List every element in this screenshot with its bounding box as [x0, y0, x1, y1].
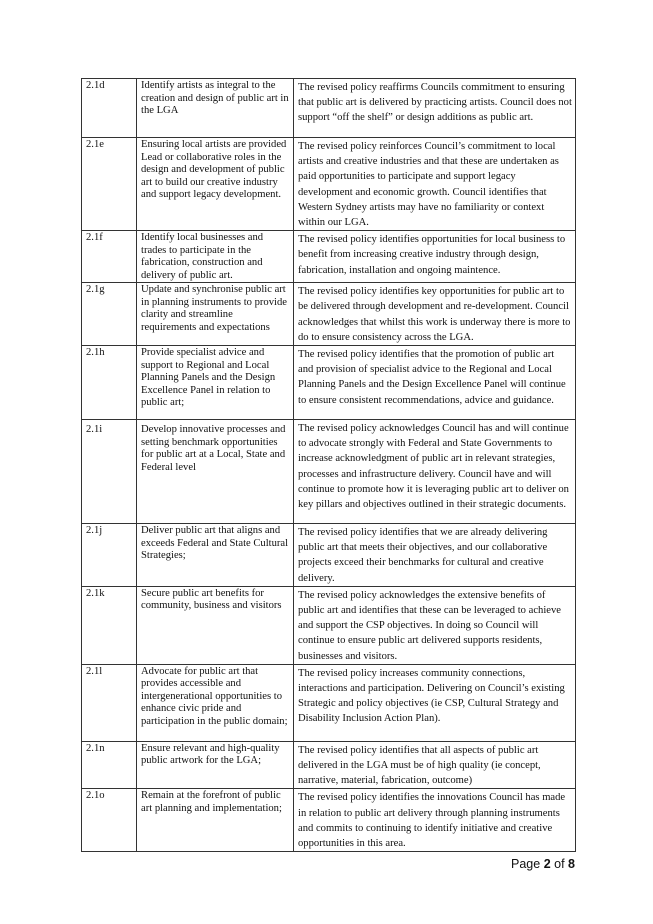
row-id: 2.1i [82, 420, 137, 524]
row-response: The revised policy reinforces Council’s commitment to local artists and creative industries and that these are undertaken as paid opportunities to participate and support legacy development and economic growth. Council identifies that Western Sydney artists may have no familiarity or context within our LGA. [294, 138, 576, 231]
page-total: 8 [568, 857, 575, 871]
row-id: 2.1e [82, 138, 137, 231]
page-label: Page [511, 857, 541, 871]
row-objective: Identify local businesses and trades to participate in the fabrication, construction and delivery of public art. [137, 231, 294, 283]
row-id: 2.1g [82, 283, 137, 346]
page-of-label: of [554, 857, 565, 871]
row-id: 2.1n [82, 741, 137, 789]
table-row [82, 664, 576, 741]
row-response: The revised policy reaffirms Councils commitment to ensuring that public art is delivered by practicing artists. Council does not support “off the shelf” or design additions as public art. [294, 79, 576, 138]
row-objective: Ensure relevant and high-quality public artwork for the LGA; [137, 741, 294, 789]
row-objective: Secure public art benefits for community, business and visitors [137, 586, 294, 664]
table-row [82, 283, 576, 346]
row-objective: Update and synchronise public art in planning instruments to provide clarity and streamline requirements and expectations [137, 283, 294, 346]
page-number-footer [511, 857, 575, 871]
table-row [82, 346, 576, 420]
row-id: 2.1d [82, 79, 137, 138]
table-row [82, 231, 576, 283]
table-row [82, 524, 576, 587]
row-response: The revised policy identifies key opportunities for public art to be delivered through development and re-development. Council acknowledges that whilst this work is underway there is more to do to ensure consistency across the LGA. [294, 283, 576, 346]
row-response: The revised policy identifies opportunities for local business to benefit from increasing creative industry through design, fabrication, installation and ongoing maintence. [294, 231, 576, 283]
row-response: The revised policy identifies that all aspects of public art delivered in the LGA must be of high quality (ie concept, narrative, material, fabrication, outcome) [294, 741, 576, 789]
row-objective: Remain at the forefront of public art planning and implementation; [137, 789, 294, 852]
table-row [82, 789, 576, 852]
policy-objectives-table [81, 78, 576, 852]
row-objective: Provide specialist advice and support to Regional and Local Planning Panels and the Design Excellence Panel in relation to public art; [137, 346, 294, 420]
row-response: The revised policy identifies that the promotion of public art and provision of specialist advice to the Regional and Local Planning Panels and the Design Excellence Panel will continue to ensure consistent recommendations, advice and guidance. [294, 346, 576, 420]
row-id: 2.1l [82, 664, 137, 741]
row-id: 2.1h [82, 346, 137, 420]
row-id: 2.1f [82, 231, 137, 283]
table-row [82, 79, 576, 138]
row-id: 2.1j [82, 524, 137, 587]
row-response: The revised policy acknowledges Council has and will continue to advocate strongly with Federal and State Governments to increase acknowledgment of public art in relevant strategies, processes and infrastructure delivery. Council have and will continue to promote how it is leveraging public art to deliver on key pillars and objectives outlined in their strategic documents. [294, 420, 576, 524]
row-response: The revised policy identifies that we are already delivering public art that meets their objectives, and our collaborative projects exceed their benchmarks for cultural and creative delivery. [294, 524, 576, 587]
row-response: The revised policy identifies the innovations Council has made in relation to public art delivery through planning instruments and commits to continuing to identify initiative and creative opportunities in this area. [294, 789, 576, 852]
row-objective: Deliver public art that aligns and exceeds Federal and State Cultural Strategies; [137, 524, 294, 587]
table-row [82, 741, 576, 789]
row-response: The revised policy acknowledges the extensive benefits of public art and identifies that these can be leveraged to achieve and support the CSP objectives. In doing so Council will continue to ensure public art delivered supports residents, businesses and visitors. [294, 586, 576, 664]
table-row [82, 138, 576, 231]
row-objective: Advocate for public art that provides accessible and intergenerational opportunities to enhance civic pride and participation in the public domain; [137, 664, 294, 741]
row-id: 2.1k [82, 586, 137, 664]
row-objective: Ensuring local artists are provided Lead or collaborative roles in the design and development of public art to build our creative industry and support legacy development. [137, 138, 294, 231]
row-objective: Identify artists as integral to the creation and design of public art in the LGA [137, 79, 294, 138]
table-row [82, 586, 576, 664]
row-response: The revised policy increases community connections, interactions and participation. Delivering on Council’s existing Strategic and policy objectives (ie CSP, Cultural Strategy and Disability Inclusion Action Plan). [294, 664, 576, 741]
page-current: 2 [543, 857, 551, 871]
row-id: 2.1o [82, 789, 137, 852]
table-row [82, 420, 576, 524]
row-objective: Develop innovative processes and setting benchmark opportunities for public art at a Local, State and Federal level [137, 420, 294, 524]
